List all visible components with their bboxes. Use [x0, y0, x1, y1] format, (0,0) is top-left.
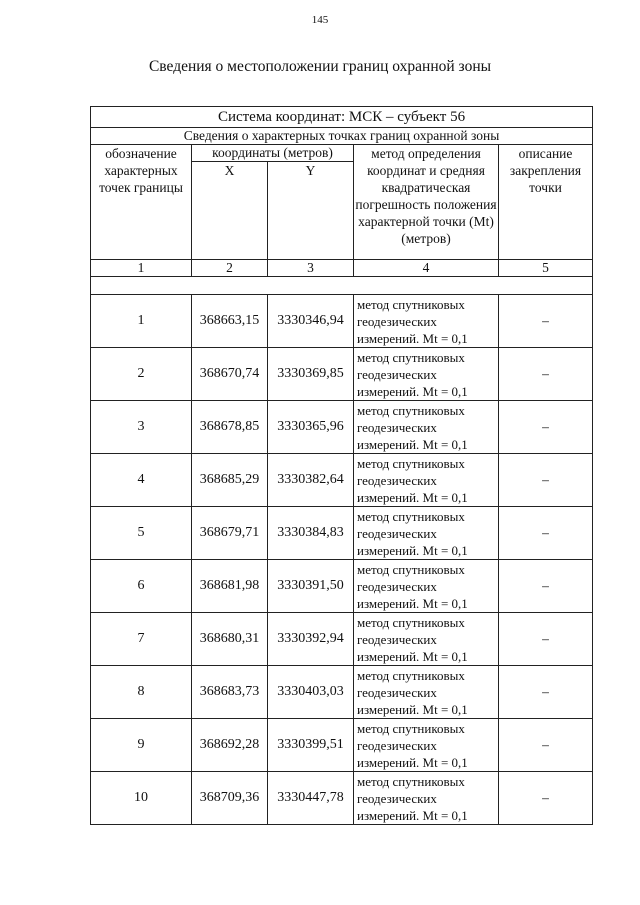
table-row: [91, 613, 593, 666]
header-method: метод определения координат и средняя квадратическая погрешность положения характерной точки (Mt) (метров): [354, 145, 499, 260]
page-number: 145: [311, 14, 329, 26]
description-cell: –: [499, 348, 593, 401]
coordinate-system-row: [91, 107, 593, 128]
method-cell: метод спутниковых геодезических измерений. Mt = 0,1: [354, 401, 499, 454]
header-y: Y: [268, 162, 354, 260]
description-cell: –: [499, 295, 593, 348]
x-coordinate: 368683,73: [192, 666, 268, 719]
method-cell: метод спутниковых геодезических измерений. Mt = 0,1: [354, 613, 499, 666]
description-cell: –: [499, 666, 593, 719]
method-cell: метод спутниковых геодезических измерений. Mt = 0,1: [354, 560, 499, 613]
description-cell: –: [499, 454, 593, 507]
point-number: 7: [91, 613, 192, 666]
y-coordinate: 3330382,64: [268, 454, 354, 507]
y-coordinate: 3330403,03: [268, 666, 354, 719]
header-designation: обозначение характерных точек границы: [91, 145, 192, 260]
info-cell: Сведения о характерных точках границ охранной зоны: [91, 128, 593, 145]
column-number: 1: [91, 260, 192, 277]
point-number: 4: [91, 454, 192, 507]
column-number: 4: [354, 260, 499, 277]
table-row: [91, 772, 593, 825]
point-number: 3: [91, 401, 192, 454]
coordinate-system-cell: Система координат: МСК – субъект 56: [91, 107, 593, 128]
header-coordinates: координаты (метров): [192, 145, 354, 162]
column-number: 2: [192, 260, 268, 277]
description-cell: –: [499, 401, 593, 454]
header-description: описание закрепления точки: [499, 145, 593, 260]
point-number: 5: [91, 507, 192, 560]
x-coordinate: 368685,29: [192, 454, 268, 507]
y-coordinate: 3330346,94: [268, 295, 354, 348]
y-coordinate: 3330399,51: [268, 719, 354, 772]
table-row: [91, 454, 593, 507]
column-number: 5: [499, 260, 593, 277]
x-coordinate: 368679,71: [192, 507, 268, 560]
method-cell: метод спутниковых геодезических измерений. Mt = 0,1: [354, 507, 499, 560]
table-row: [91, 560, 593, 613]
y-coordinate: 3330392,94: [268, 613, 354, 666]
point-number: 8: [91, 666, 192, 719]
table-row: [91, 507, 593, 560]
y-coordinate: 3330365,96: [268, 401, 354, 454]
description-cell: –: [499, 507, 593, 560]
column-numbers-row: [91, 260, 593, 277]
y-coordinate: 3330391,50: [268, 560, 354, 613]
method-cell: метод спутниковых геодезических измерений. Mt = 0,1: [354, 719, 499, 772]
method-cell: метод спутниковых геодезических измерений. Mt = 0,1: [354, 348, 499, 401]
header-x: X: [192, 162, 268, 260]
spacer-row: [91, 277, 593, 295]
point-number: 2: [91, 348, 192, 401]
document-title: Сведения о местоположении границ охранной зоны: [148, 58, 492, 75]
spacer-cell: [91, 277, 593, 295]
table-row: [91, 666, 593, 719]
table-body: [91, 107, 593, 825]
x-coordinate: 368678,85: [192, 401, 268, 454]
table-row: [91, 295, 593, 348]
method-cell: метод спутниковых геодезических измерений. Mt = 0,1: [354, 666, 499, 719]
y-coordinate: 3330384,83: [268, 507, 354, 560]
x-coordinate: 368681,98: [192, 560, 268, 613]
table-row: [91, 719, 593, 772]
method-cell: метод спутниковых геодезических измерений. Mt = 0,1: [354, 454, 499, 507]
description-cell: –: [499, 560, 593, 613]
y-coordinate: 3330369,85: [268, 348, 354, 401]
x-coordinate: 368680,31: [192, 613, 268, 666]
point-number: 9: [91, 719, 192, 772]
description-cell: –: [499, 613, 593, 666]
y-coordinate: 3330447,78: [268, 772, 354, 825]
method-cell: метод спутниковых геодезических измерений. Mt = 0,1: [354, 772, 499, 825]
point-number: 6: [91, 560, 192, 613]
header-row: [91, 145, 593, 162]
x-coordinate: 368692,28: [192, 719, 268, 772]
info-row: [91, 128, 593, 145]
point-number: 1: [91, 295, 192, 348]
description-cell: –: [499, 772, 593, 825]
point-number: 10: [91, 772, 192, 825]
method-cell: метод спутниковых геодезических измерений. Mt = 0,1: [354, 295, 499, 348]
x-coordinate: 368709,36: [192, 772, 268, 825]
x-coordinate: 368663,15: [192, 295, 268, 348]
table-row: [91, 401, 593, 454]
column-number: 3: [268, 260, 354, 277]
x-coordinate: 368670,74: [192, 348, 268, 401]
description-cell: –: [499, 719, 593, 772]
table-row: [91, 348, 593, 401]
boundary-points-table: [90, 106, 593, 825]
